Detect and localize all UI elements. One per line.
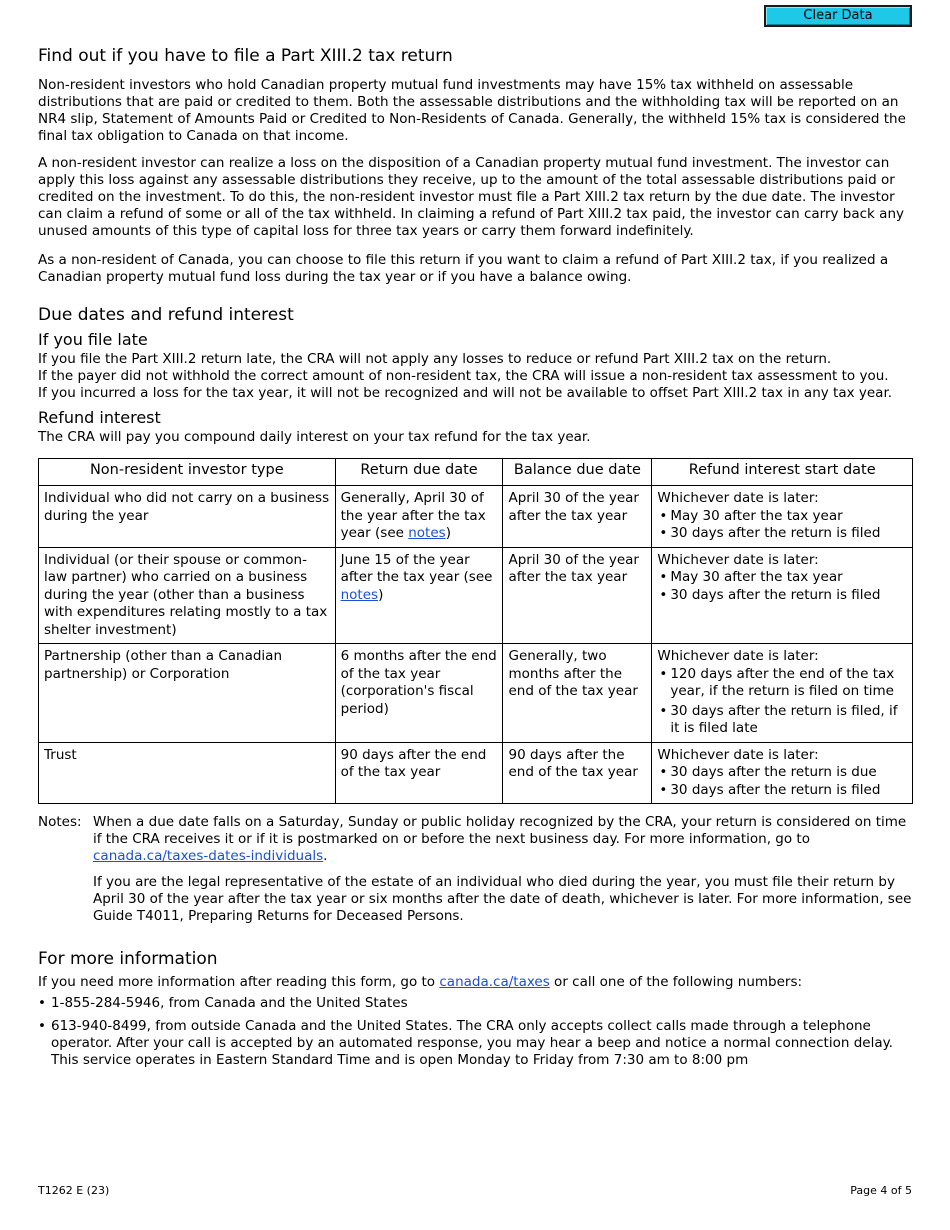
- cell-investor-type: Individual who did not carry on a business during the year: [39, 486, 336, 548]
- refund-list: [657, 508, 907, 543]
- list-item: • 30 days after the return is filed, if it is filed late: [657, 703, 907, 738]
- header-investor-type: Non-resident investor type: [39, 459, 336, 486]
- subheading-refund-interest: Refund interest: [38, 408, 161, 427]
- intro-text-after: or call one of the following numbers:: [549, 974, 803, 990]
- refund-list: [657, 569, 907, 604]
- dates-individuals-link[interactable]: canada.ca/taxes-dates-individuals: [93, 848, 324, 864]
- cell-refund-start: [652, 644, 913, 743]
- return-due-text: Generally, April 30 of the year after the tax year (see: [340, 490, 486, 541]
- section-title-due-dates: Due dates and refund interest: [38, 305, 294, 325]
- subheading-file-late: If you file late: [38, 330, 148, 349]
- section-title-more-info: For more information: [38, 949, 218, 969]
- refund-lead: Whichever date is later:: [657, 551, 819, 568]
- header-return-due: Return due date: [335, 459, 503, 486]
- header-balance-due: Balance due date: [503, 459, 652, 486]
- paragraph-3: As a non-resident of Canada, you can choose to file this return if you want to claim a refund of Part XIII.2 tax, if you realized a Canadian property mutual fund loss during the tax year or if you have a balance owing.: [38, 252, 889, 285]
- page-number: Page 4 of 5: [850, 1184, 912, 1197]
- table-row: [39, 486, 913, 548]
- list-item: • 30 days after the return is filed: [657, 587, 907, 605]
- cell-return-due: [335, 486, 503, 548]
- list-item: • May 30 after the tax year: [657, 569, 907, 587]
- table-row: [39, 742, 913, 804]
- list-item: • 30 days after the return is due: [657, 764, 907, 782]
- table-row: [39, 547, 913, 644]
- cell-investor-type: Partnership (other than a Canadian partnership) or Corporation: [39, 644, 336, 743]
- notes-block: [38, 814, 913, 925]
- section-title-file-return: Find out if you have to file a Part XIII.2 tax return: [38, 46, 453, 66]
- return-due-text: June 15 of the year after the tax year (see: [340, 551, 493, 585]
- refund-interest-text: The CRA will pay you compound daily interest on your tax refund for the tax year.: [38, 429, 591, 445]
- notes-body: [93, 814, 913, 925]
- table-header-row: [39, 459, 913, 486]
- cell-return-due: 6 months after the end of the tax year (corporation's fiscal period): [335, 644, 503, 743]
- cell-return-due: 90 days after the end of the tax year: [335, 742, 503, 804]
- clear-data-button[interactable]: Clear Data: [764, 5, 912, 27]
- list-item: • 120 days after the end of the tax year, if the return is filed on time: [657, 666, 907, 701]
- list-item: • 1-855-284-5946, from Canada and the United States: [38, 995, 913, 1012]
- list-item: • 30 days after the return is filed: [657, 782, 907, 800]
- intro-text: If you need more information after reading this form, go to: [38, 974, 440, 990]
- late-line-3: If you incurred a loss for the tax year, it will not be recognized and will not be available to offset Part XIII.2 tax in any tax year.: [38, 385, 893, 401]
- cell-refund-start: [652, 486, 913, 548]
- cell-investor-type: Individual (or their spouse or common-law partner) who carried on a business during the year (other than a business with expenditures relating mostly to a tax shelter investment): [39, 547, 336, 644]
- refund-list: [657, 764, 907, 799]
- list-item: • 30 days after the return is filed: [657, 525, 907, 543]
- list-item: • May 30 after the tax year: [657, 508, 907, 526]
- cell-balance-due: April 30 of the year after the tax year: [503, 547, 652, 644]
- notes-label: Notes:: [38, 814, 82, 830]
- late-line-2: If the payer did not withhold the correct amount of non-resident tax, the CRA will issue a non-resident tax assessment to you.: [38, 368, 889, 384]
- page-content: [38, 44, 913, 1075]
- note-2: If you are the legal representative of the estate of an individual who died during the year, you must file their return by April 30 of the year after the tax year or six months after the date of death, whichever is later. For more information, see Guide T4011, Preparing Returns for Deceased Persons.: [93, 874, 912, 924]
- cell-refund-start: [652, 547, 913, 644]
- cell-refund-start: [652, 742, 913, 804]
- header-refund-start: Refund interest start date: [652, 459, 913, 486]
- due-dates-table: [38, 458, 913, 804]
- refund-list: [657, 666, 907, 738]
- late-line-1: If you file the Part XIII.2 return late, the CRA will not apply any losses to reduce or refund Part XIII.2 tax on the return.: [38, 351, 832, 367]
- taxes-link[interactable]: canada.ca/taxes: [439, 974, 550, 990]
- cell-balance-due: 90 days after the end of the tax year: [503, 742, 652, 804]
- phone-list: [38, 995, 913, 1069]
- cell-balance-due: April 30 of the year after the tax year: [503, 486, 652, 548]
- more-info-intro: [38, 974, 913, 991]
- note-1-end: .: [323, 848, 328, 864]
- cell-balance-due: Generally, two months after the end of the tax year: [503, 644, 652, 743]
- refund-lead: Whichever date is later:: [657, 648, 819, 664]
- cell-investor-type: Trust: [39, 742, 336, 804]
- list-item: • 613-940-8499, from outside Canada and the United States. The CRA only accepts collect calls made through a telephone operator. After your call is accepted by an automated response, you may hear a beep and notice a normal connection delay. This service operates in Eastern Standard Time and is open Monday to Friday from 7:30 am to 8:00 pm: [38, 1018, 913, 1069]
- notes-link[interactable]: notes: [340, 586, 379, 603]
- paragraph-1: Non-resident investors who hold Canadian property mutual fund investments may have 15% tax withheld on assessable distributions that are paid or credited to them. Both the assessable distributions and the withholding tax will be reported on an NR4 slip, Statement of Amounts Paid or Credited to Non-Residents of Canada. Generally, the withheld 15% tax is considered the final tax obligation to Canada on that income.: [38, 77, 906, 144]
- return-due-close: ): [445, 525, 451, 541]
- paragraph-2: A non-resident investor can realize a loss on the disposition of a Canadian property mutual fund investment. The investor can apply this loss against any assessable distributions they receive, up to the amount of the total assessable distributions paid or credited on the investment. To do this, the non-resident investor must file a Part XIII.2 tax return by the due date. The investor can claim a refund of some or all of the tax withheld. In claiming a refund of Part XIII.2 tax paid, the investor can carry back any unused amounts of this type of capital loss for three tax years or carry them forward indefinitely.: [38, 155, 904, 239]
- cell-return-due: [335, 547, 503, 644]
- form-code: T1262 E (23): [38, 1184, 110, 1197]
- refund-lead: Whichever date is later:: [657, 746, 819, 763]
- notes-link[interactable]: notes: [408, 525, 446, 541]
- return-due-close: ): [378, 586, 384, 603]
- note-1: [93, 814, 913, 865]
- note-1-text: When a due date falls on a Saturday, Sunday or public holiday recognized by the CRA, your return is considered on time if the CRA receives it or if it is postmarked on or before the next business day. For more information, go to: [93, 814, 907, 847]
- refund-lead: Whichever date is later:: [657, 490, 819, 506]
- table-row: [39, 644, 913, 743]
